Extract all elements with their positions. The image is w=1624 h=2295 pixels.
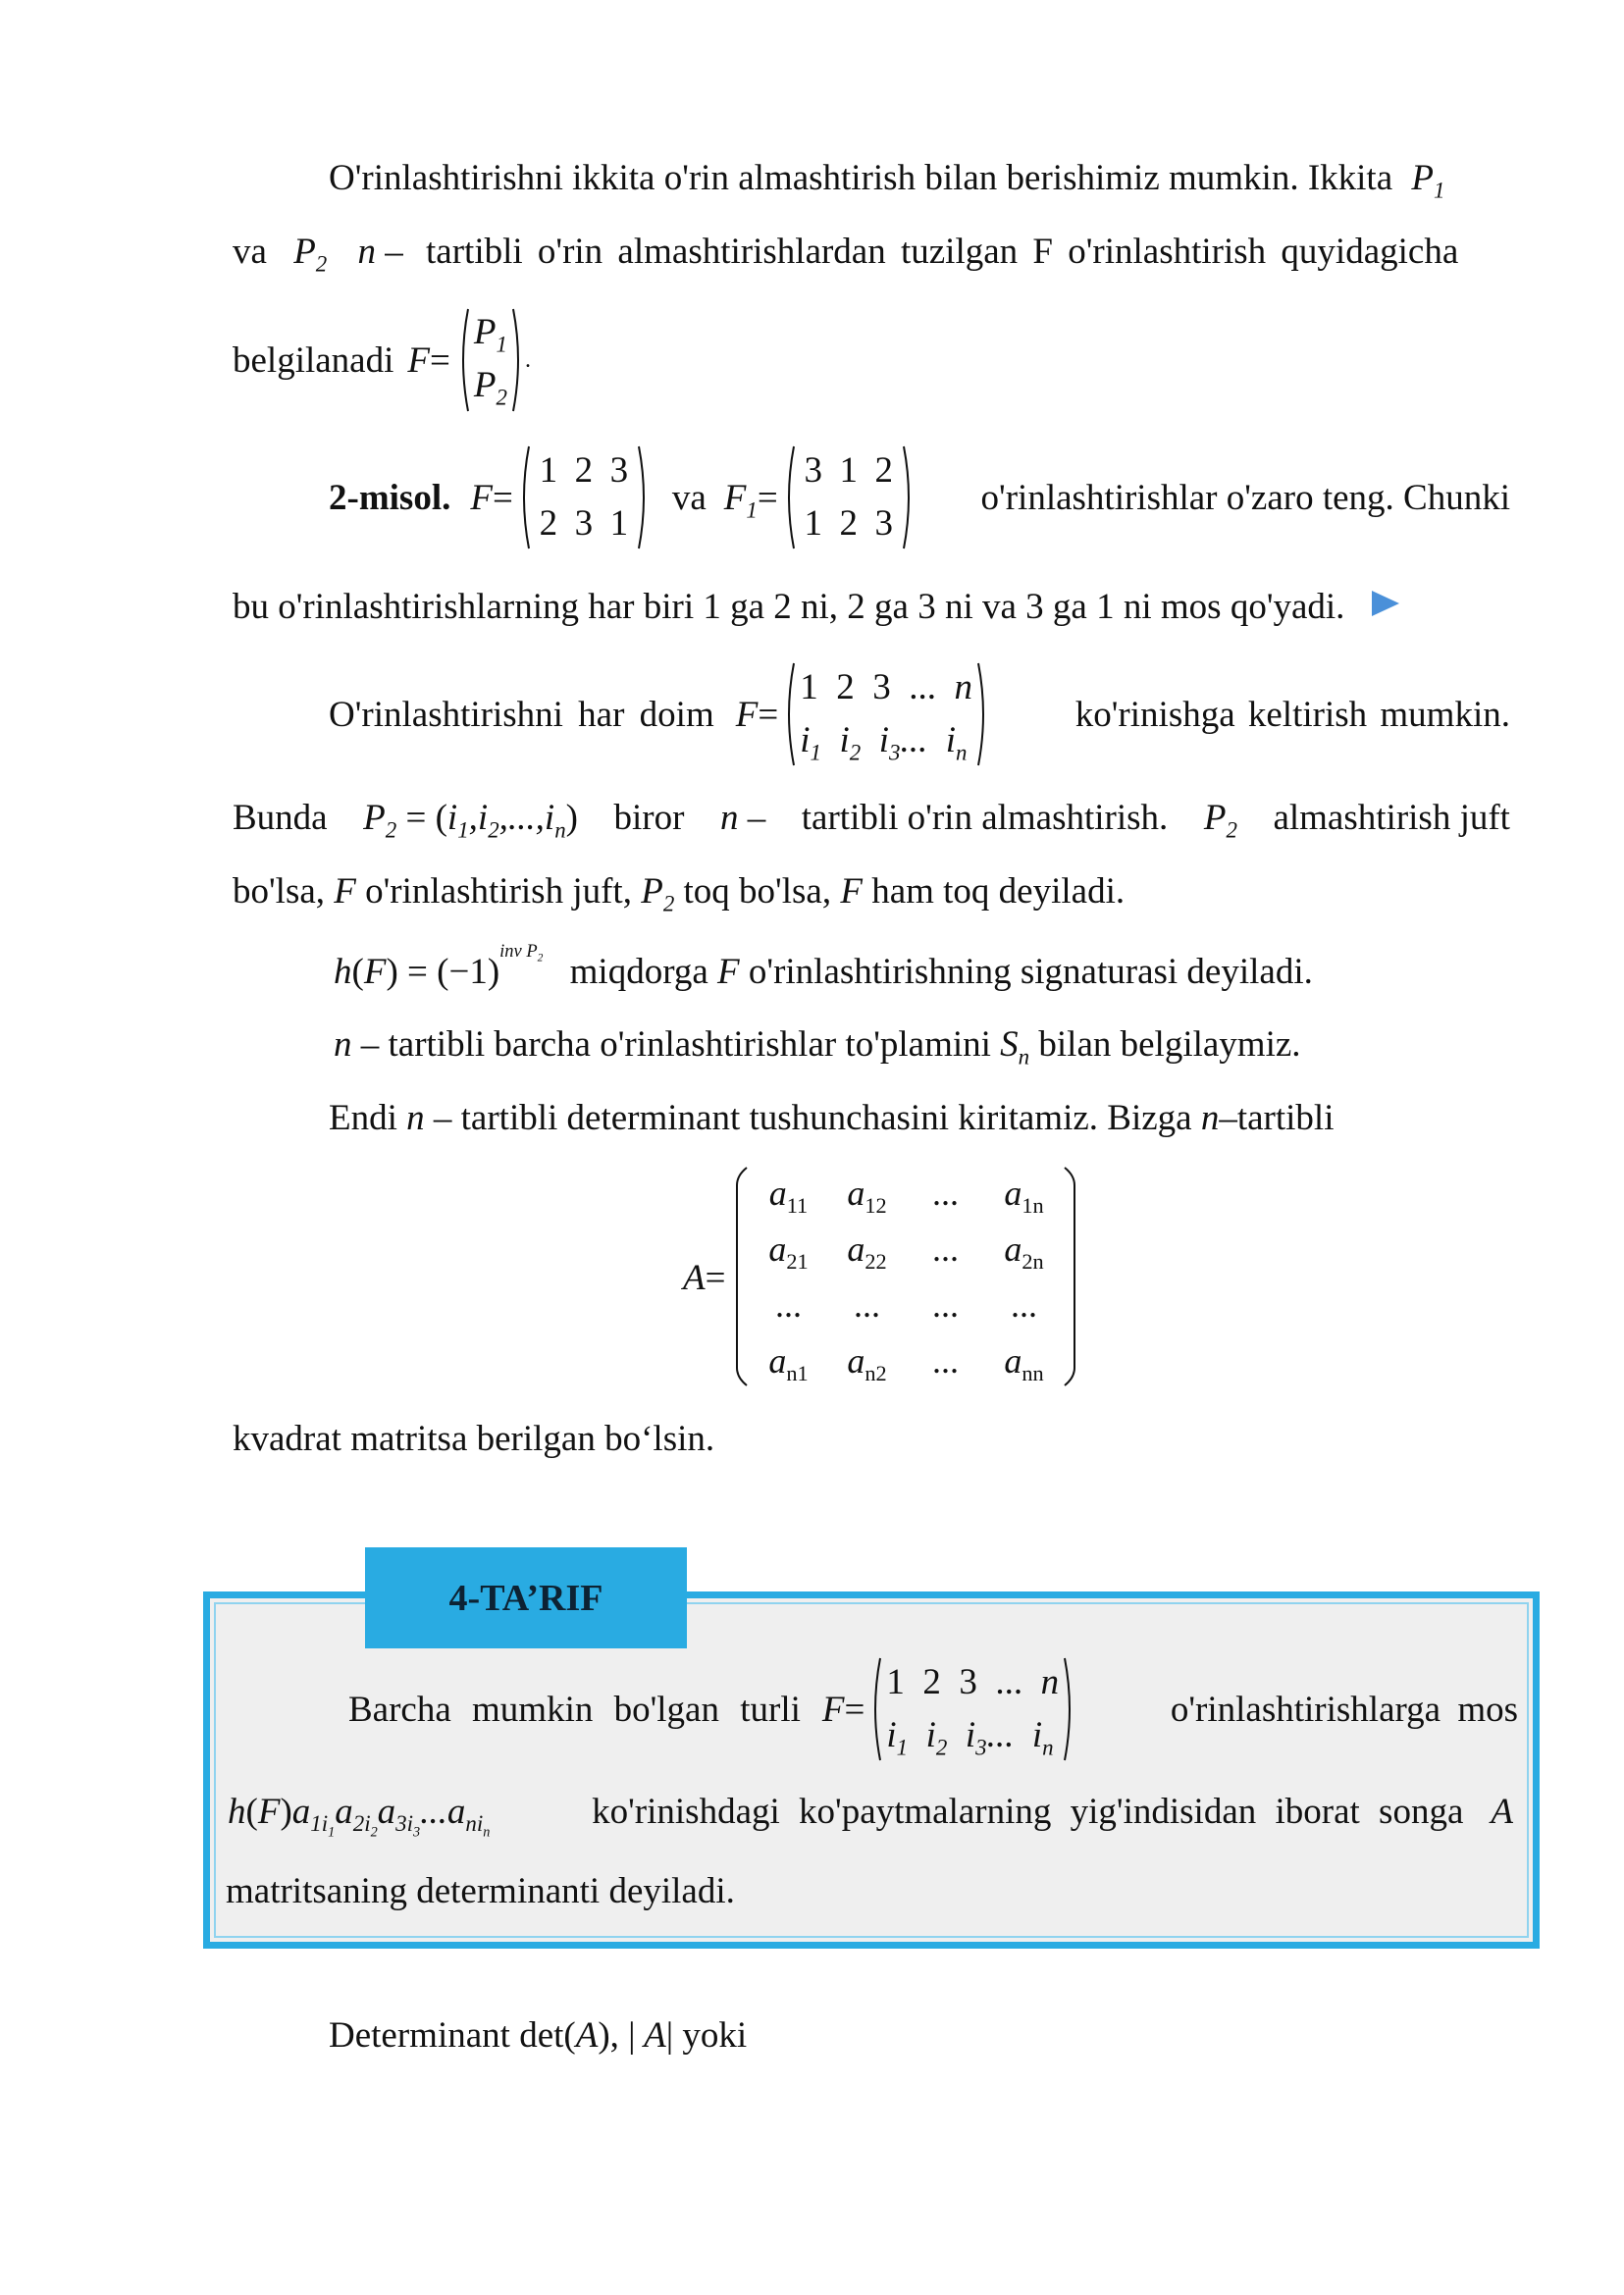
def-text4: matritsaning determinanti deyiladi. <box>226 1871 735 1911</box>
general-form-line <box>329 659 1510 769</box>
miqdorga-word: miqdorga <box>569 952 708 992</box>
equals: = <box>844 1689 865 1730</box>
definition-line1 <box>348 1654 1518 1764</box>
bunda-text2: tartibli o'rin almashtirish. <box>801 798 1169 838</box>
p2-symbol: $P_2$ <box>641 871 675 916</box>
general-top-row: 1 2 3 ... n <box>800 667 972 707</box>
matrix-f-cell: 3 <box>609 450 629 491</box>
bunda-text3: almashtirish juft <box>1273 798 1510 838</box>
matrix-f1-cells <box>796 444 902 550</box>
footer-line <box>329 2014 747 2058</box>
equals: = <box>492 477 513 518</box>
matrix-f-cell: 3 <box>574 503 594 544</box>
f-symbol: F <box>407 339 430 381</box>
para1-line2-text: tartibli o'rin almashtirishlardan tuzilgan F o'rinlashtirish quyidagicha <box>426 232 1459 272</box>
right-paren <box>902 444 916 550</box>
bunda-line <box>233 797 1510 843</box>
matrix-a-cell: $a_{12}$ <box>847 1174 887 1219</box>
example2-line <box>329 443 1510 551</box>
f-symbol: F <box>840 871 872 912</box>
p2-symbol: $P_2$ <box>1203 798 1237 843</box>
cell-p1: $P_1$ <box>473 312 507 357</box>
matrix-a-cell: ... <box>1010 1285 1037 1325</box>
n-symbol: n <box>357 232 377 272</box>
va-word: va <box>671 477 707 518</box>
n-dash: n – <box>720 798 766 838</box>
f-symbol: F <box>470 477 493 518</box>
left-paren <box>517 444 531 550</box>
definition-line3 <box>226 1870 735 1913</box>
example2-explain <box>233 586 1401 629</box>
general-matrix-cells <box>796 661 976 767</box>
f-symbol: F <box>334 871 366 912</box>
right-paren <box>637 444 651 550</box>
equals: = <box>430 339 450 381</box>
para1-line2 <box>233 231 1510 277</box>
left-bracket <box>733 1166 749 1389</box>
matrix-f1-cell: 3 <box>804 450 822 491</box>
matrix-a-cell: ... <box>931 1174 959 1213</box>
sn-symbol: $S_n$ <box>1000 1024 1030 1069</box>
def-text3: ko'rinishdagi ko'paytmalarning yig'indisidan iborat songa <box>592 1792 1464 1832</box>
definition-tab <box>365 1547 687 1648</box>
parity-line <box>233 870 1510 916</box>
matrix-f-cell: 1 <box>609 503 629 544</box>
f-symbol: F <box>717 952 749 992</box>
def-bottom-row: $i_1$ $i_2$ $i_3$... $i_n$ <box>886 1715 1054 1760</box>
signature-text: o'rinlashtirishning signaturasi deyiladi. <box>748 952 1313 992</box>
kvadrat-line <box>233 1418 714 1461</box>
n-dash: n – <box>406 1098 452 1138</box>
right-bracket <box>1063 1166 1078 1389</box>
sn-text: tartibli barcha o'rinlashtirishlar to'plamini <box>388 1024 991 1065</box>
matrix-a-cell: ... <box>931 1285 959 1325</box>
p1-symbol: $P_1$ <box>1411 158 1445 203</box>
right-paren <box>511 307 525 413</box>
example-label: 2-misol. <box>329 477 451 518</box>
matrix-f-cell: 2 <box>539 503 558 544</box>
def-text1: Barcha mumkin bo'lgan turli <box>348 1689 801 1730</box>
definition-line2 <box>228 1788 1513 1841</box>
equals: = <box>757 477 778 518</box>
matrix-a-cell: $a_{22}$ <box>847 1229 887 1275</box>
matrix-a-cell: $a_{n2}$ <box>847 1341 887 1386</box>
matrix-f-cell: 2 <box>574 450 594 491</box>
signature-formula: $h(F) = (-1)^{inv P_2}$ <box>334 941 544 992</box>
f-symbol: F <box>821 1689 845 1730</box>
dash: – <box>376 232 403 272</box>
n-dash: n – <box>334 1024 380 1065</box>
definition-tab-label: 4-TA’RIF <box>448 1577 603 1619</box>
bunda-word: Bunda <box>233 798 328 838</box>
left-paren <box>782 661 796 767</box>
determinant-word: Determinant <box>329 2015 510 2056</box>
parity-d: ham toq deyiladi. <box>871 871 1126 912</box>
a-symbol: A <box>683 1257 706 1298</box>
endi-word: Endi <box>329 1098 397 1138</box>
matrix-a-cell: $a_{2n}$ <box>1004 1229 1044 1275</box>
matrix-f1-cell: 2 <box>839 503 858 544</box>
def-text2: o'rinlashtirishlarga mos <box>1170 1689 1518 1730</box>
right-paren <box>976 661 990 767</box>
general-lead: O'rinlashtirishni har doim <box>329 694 714 735</box>
matrix-a-cell: ... <box>931 1341 959 1381</box>
matrix-a-cell: $a_{1n}$ <box>1004 1174 1044 1219</box>
endi-text2: tartibli <box>1236 1098 1335 1138</box>
a-symbol: A <box>1491 1792 1513 1832</box>
signature-line <box>334 941 1313 997</box>
equals: = <box>705 1257 726 1298</box>
f1-symbol: $F_1$ <box>723 477 758 522</box>
endi-text: tartibli determinant tushunchasini kiritamiz. Bizga <box>460 1098 1192 1138</box>
matrix-a-cells <box>749 1166 1063 1389</box>
matrix-a-block <box>683 1166 1078 1389</box>
matrix-f1 <box>782 444 916 550</box>
period: . <box>524 346 531 373</box>
para1-line1 <box>329 157 1445 203</box>
f-column-cells <box>470 307 511 413</box>
p2-symbol: $P_2$ <box>293 232 328 277</box>
biror-word: biror <box>613 798 685 838</box>
example-text: o'rinlashtirishlar o'zaro teng. Chunki <box>980 477 1510 518</box>
cell-p2: $P_2$ <box>473 365 507 410</box>
matrix-f1-cell: 1 <box>839 450 858 491</box>
matrix-f <box>517 444 651 550</box>
equals: = <box>758 694 779 735</box>
f-symbol: F <box>735 694 759 735</box>
end-arrow-icon <box>1370 586 1401 629</box>
matrix-a-cell: $a_{nn}$ <box>1004 1341 1044 1386</box>
matrix-f-cell: 1 <box>539 450 558 491</box>
para1-line3 <box>233 306 531 414</box>
def-top-row: 1 2 3 ... n <box>886 1662 1060 1702</box>
matrix-a-cell: $a_{11}$ <box>768 1174 809 1219</box>
kvadrat-text: kvadrat matritsa berilgan bo‘lsin. <box>233 1419 715 1459</box>
right-paren <box>1063 1656 1076 1762</box>
matrix-a-cell: ... <box>931 1229 959 1269</box>
endi-line <box>329 1097 1335 1140</box>
para1-text: O'rinlashtirishni ikkita o'rin almashtirish bilan berishimiz mumkin. Ikkita <box>329 158 1393 198</box>
yoki-word: yoki <box>682 2015 748 2056</box>
va-word: va <box>233 232 267 272</box>
sn-rest: bilan belgilaymiz. <box>1038 1024 1301 1065</box>
matrix-f1-cell: 3 <box>874 503 893 544</box>
matrix-f1-cell: 1 <box>804 503 822 544</box>
matrix-a-cell: ... <box>774 1285 802 1325</box>
sn-line <box>334 1023 1301 1067</box>
matrix-a-cell: ... <box>853 1285 880 1325</box>
matrix-a-cell: $a_{n1}$ <box>768 1341 809 1386</box>
def-matrix-cells <box>882 1656 1063 1762</box>
parity-a: bo'lsa, <box>233 871 326 912</box>
left-paren <box>868 1656 882 1762</box>
f-column-matrix <box>456 307 525 413</box>
n-dash: n– <box>1200 1098 1237 1138</box>
parity-b: o'rinlashtirish juft, <box>365 871 632 912</box>
general-tail: ko'rinishga keltirish mumkin. <box>1074 694 1510 735</box>
matrix-f1-cell: 2 <box>874 450 893 491</box>
left-paren <box>456 307 470 413</box>
belgilanadi-text: belgilanadi <box>233 339 394 381</box>
product-formula: $h(F)a_{1i_1}a_{2i_2}a_{3i_3}...a_{ni_n}$ <box>228 1792 491 1841</box>
left-paren <box>782 444 796 550</box>
general-bottom-row: $i_1$ $i_2$ $i_3$... $i_n$ <box>800 720 968 765</box>
det-notation: det(A), | A| <box>519 2015 683 2056</box>
explain-text: bu o'rinlashtirishlarning har biri 1 ga 2 ni, 2 ga 3 ni va 3 ga 1 ni mos qo'yadi. <box>233 587 1345 627</box>
def-matrix <box>868 1656 1076 1762</box>
parity-c: toq bo'lsa, <box>683 871 832 912</box>
matrix-f-cells <box>531 444 637 550</box>
matrix-a <box>733 1166 1078 1389</box>
general-matrix <box>782 661 990 767</box>
matrix-a-cell: $a_{21}$ <box>768 1229 809 1275</box>
p2-tuple: $P_2 = (i_1,i_2,...,i_n)$ <box>363 798 578 843</box>
